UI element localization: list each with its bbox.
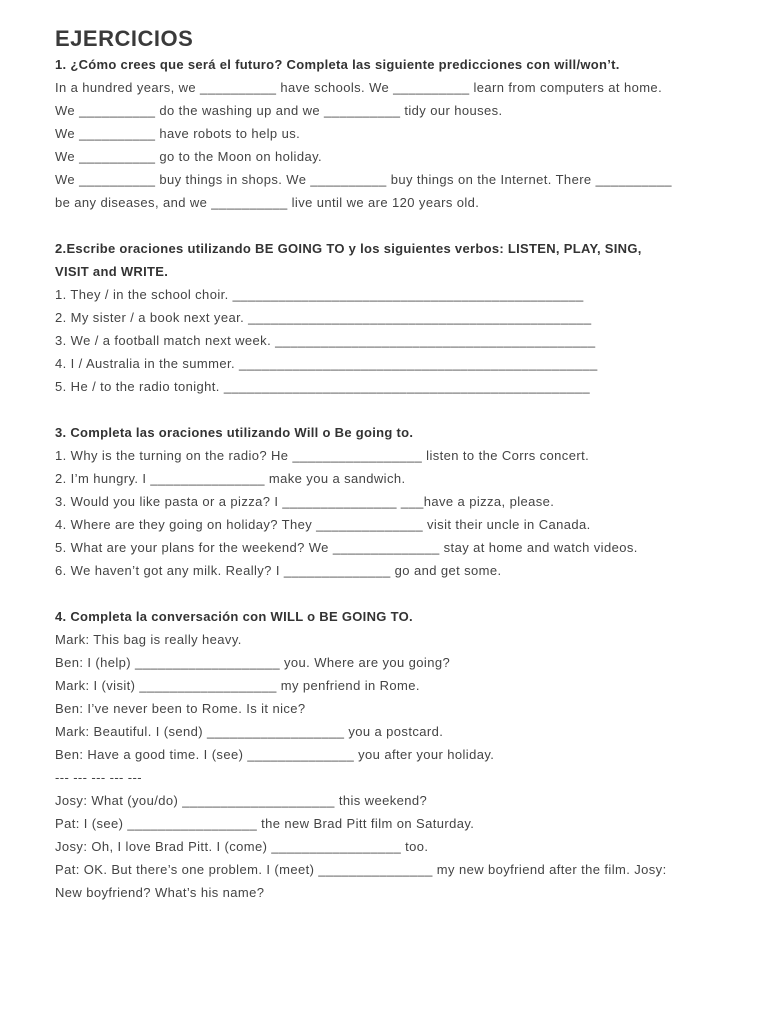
dialogue-line: Josy: Oh, I love Brad Pitt. I (come) _________________ too. [55, 839, 429, 854]
section-2 [55, 237, 735, 398]
section-spacer [55, 582, 735, 605]
exercise-line: 6. We haven’t got any milk. Really? I ______________ go and get some. [55, 563, 502, 578]
dialogue-line: Pat: I (see) _________________ the new Brad Pitt film on Saturday. [55, 816, 475, 831]
dialogue-line: Ben: I (help) ___________________ you. Where are you going? [55, 655, 451, 670]
dialogue-line: Ben: I’ve never been to Rome. Is it nice? [55, 701, 306, 716]
dialogue-line: Mark: I (visit) __________________ my penfriend in Rome. [55, 678, 420, 693]
section-3 [55, 421, 735, 582]
exercise-line: 2. My sister / a book next year. _____________________________________________ [55, 310, 592, 325]
exercise-line: 2. I’m hungry. I _______________ make you a sandwich. [55, 471, 406, 486]
exercise-line: 4. I / Australia in the summer. _______________________________________________ [55, 356, 598, 371]
exercise-line: 4. Where are they going on holiday? They ______________ visit their uncle in Canada. [55, 517, 591, 532]
document-title: EJERCICIOS [55, 26, 194, 51]
worksheet [55, 26, 735, 904]
exercise-line: 3. We / a football match next week. __________________________________________ [55, 333, 596, 348]
exercise-line: be any diseases, and we __________ live until we are 120 years old. [55, 195, 480, 210]
dialogue-line: New boyfriend? What’s his name? [55, 885, 265, 900]
dialogue-line: Pat: OK. But there’s one problem. I (meet) _______________ my new boyfriend after the film. Josy: [55, 862, 667, 877]
dialogue-line: Josy: What (you/do) ____________________ this weekend? [55, 793, 428, 808]
exercise-line: 5. He / to the radio tonight. ________________________________________________ [55, 379, 591, 394]
section-1-heading: 1. ¿Cómo crees que será el futuro? Completa las siguiente predicciones con will/won’t. [55, 57, 620, 72]
section-1 [55, 53, 735, 214]
section-3-heading: 3. Completa las oraciones utilizando Will o Be going to. [55, 425, 414, 440]
section-4 [55, 605, 735, 904]
exercise-line: We __________ go to the Moon on holiday. [55, 149, 323, 164]
exercise-line: We __________ have robots to help us. [55, 126, 301, 141]
dialogue-line: Mark: Beautiful. I (send) __________________ you a postcard. [55, 724, 444, 739]
section-2-heading-line-2: VISIT and WRITE. [55, 264, 169, 279]
exercise-line: 3. Would you like pasta or a pizza? I _______________ ___have a pizza, please. [55, 494, 555, 509]
exercise-line: In a hundred years, we __________ have schools. We __________ learn from computers at home. [55, 80, 663, 95]
exercise-line: 5. What are your plans for the weekend? We ______________ stay at home and watch videos. [55, 540, 638, 555]
section-spacer [55, 214, 735, 237]
section-2-heading-line-1: 2.Escribe oraciones utilizando BE GOING TO y los siguientes verbos: LISTEN, PLAY, SING, [55, 241, 642, 256]
exercise-line: 1. Why is the turning on the radio? He _________________ listen to the Corrs concert. [55, 448, 590, 463]
exercise-line: 1. They / in the school choir. ______________________________________________ [55, 287, 584, 302]
section-4-heading: 4. Completa la conversación con WILL o BE GOING TO. [55, 609, 413, 624]
exercise-line: We __________ do the washing up and we __________ tidy our houses. [55, 103, 503, 118]
dialogue-line: Ben: Have a good time. I (see) ______________ you after your holiday. [55, 747, 495, 762]
exercise-line: We __________ buy things in shops. We __________ buy things on the Internet. There __________ [55, 172, 672, 187]
section-spacer [55, 398, 735, 421]
dialogue-line: Mark: This bag is really heavy. [55, 632, 242, 647]
dialogue-separator: --- --- --- --- --- [55, 770, 142, 785]
